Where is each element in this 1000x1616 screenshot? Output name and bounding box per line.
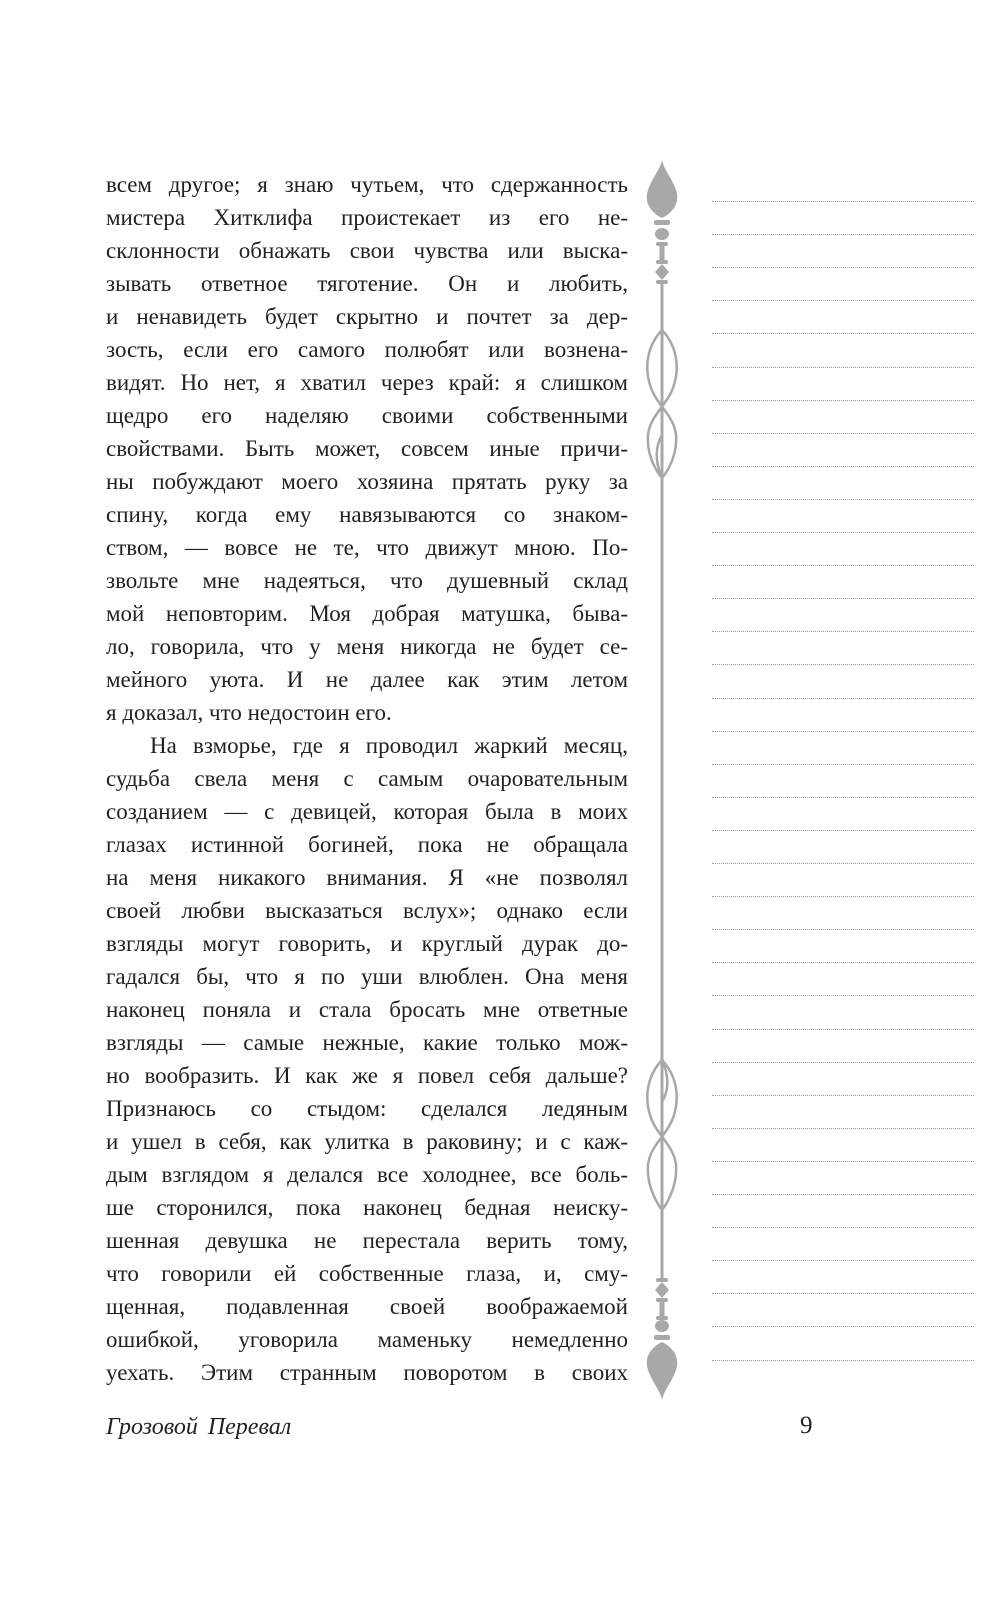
text-line: шенная девушка не перестала верить тому, [106, 1228, 628, 1253]
note-dotted-line [712, 1260, 974, 1261]
text-line: ны побуждают моего хозяина прятать руку за [106, 469, 628, 494]
note-dotted-line [712, 698, 974, 699]
text-line: ошибкой, уговорила маменьку немедленно [106, 1327, 628, 1352]
note-dotted-line [712, 234, 974, 235]
note-dotted-line [712, 863, 974, 864]
text-line: наконец поняла и стала бросать мне ответные [106, 997, 628, 1022]
text-line: что говорили ей собственные глаза, и, сму- [106, 1261, 628, 1286]
note-dotted-line [712, 400, 974, 401]
note-dotted-line [712, 1326, 974, 1327]
note-dotted-line [712, 532, 974, 533]
text-line: ше сторонился, пока наконец бедная неиску- [106, 1195, 628, 1220]
text-line: судьба свела меня с самым очаровательным [106, 766, 628, 791]
text-line: мой неповторим. Моя добрая матушка, быва- [106, 601, 628, 626]
note-dotted-line [712, 830, 974, 831]
vertical-filigree-ornament-icon [640, 160, 684, 1404]
note-dotted-line [712, 797, 974, 798]
note-dotted-line [712, 565, 974, 566]
text-line: спину, когда ему навязываются со знаком- [106, 502, 628, 527]
note-dotted-line [712, 929, 974, 930]
text-line: Признаюсь со стыдом: сделался ледяным [106, 1096, 628, 1121]
text-line: глазах истинной богиней, пока не обращала [106, 832, 628, 857]
text-line: видят. Но нет, я хватил через край: я слишком [106, 370, 628, 395]
text-line: зость, если его самого полюбят или вознена- [106, 337, 628, 362]
text-line: всем другое; я знаю чутьем, что сдержанность [106, 172, 628, 197]
note-dotted-line [712, 201, 974, 202]
note-dotted-line [712, 896, 974, 897]
note-dotted-line [712, 1227, 974, 1228]
text-line: мистера Хитклифа проистекает из его не- [106, 205, 628, 230]
note-dotted-line [712, 1095, 974, 1096]
note-dotted-line [712, 1161, 974, 1162]
note-dotted-line [712, 333, 974, 334]
text-line: На взморье, где я проводил жаркий месяц, [150, 733, 628, 758]
text-line: свойствами. Быть может, совсем иные причи- [106, 436, 628, 461]
note-dotted-line [712, 367, 974, 368]
text-line: дым взглядом я делался все холоднее, все боль- [106, 1162, 628, 1187]
note-dotted-line [712, 1062, 974, 1063]
text-line: взгляды могут говорить, и круглый дурак до- [106, 931, 628, 956]
text-line: звольте мне надеяться, что душевный склад [106, 568, 628, 593]
note-dotted-line [712, 267, 974, 268]
text-line: щенная, подавленная своей воображаемой [106, 1294, 628, 1319]
note-dotted-line [712, 1029, 974, 1030]
note-dotted-line [712, 731, 974, 732]
text-line: и ушел в себя, как улитка в раковину; и с каж- [106, 1129, 628, 1154]
page-number: 9 [800, 1412, 813, 1439]
note-dotted-line [712, 1194, 974, 1195]
note-dotted-line [712, 1128, 974, 1129]
note-dotted-line [712, 1360, 974, 1361]
note-dotted-line [712, 1293, 974, 1294]
note-dotted-line [712, 995, 974, 996]
text-line: своей любви высказаться вслух»; однако если [106, 898, 628, 923]
text-line: склонности обнажать свои чувства или выска- [106, 238, 628, 263]
text-line: я доказал, что недостоин его. [106, 700, 392, 725]
body-text [106, 168, 628, 1389]
text-line: мейного уюта. И не далее как этим летом [106, 667, 628, 692]
text-line: уехать. Этим странным поворотом в своих [106, 1360, 628, 1385]
note-dotted-line [712, 664, 974, 665]
paragraph-2 [106, 729, 628, 1389]
running-footer-title: Грозовой Перевал [106, 1414, 292, 1440]
text-line: щедро его наделяю своими собственными [106, 403, 628, 428]
note-dotted-line [712, 631, 974, 632]
text-line: но вообразить. И как же я повел себя дальше? [106, 1063, 628, 1088]
text-line: созданием — с девицей, которая была в моих [106, 799, 628, 824]
text-line: ло, говорила, что у меня никогда не будет се- [106, 634, 628, 659]
text-line: взгляды — самые нежные, какие только мож- [106, 1030, 628, 1055]
note-dotted-line [712, 962, 974, 963]
text-line: ством, — вовсе не те, что движут мною. По- [106, 535, 628, 560]
note-dotted-line [712, 466, 974, 467]
note-dotted-line [712, 300, 974, 301]
note-dotted-line [712, 764, 974, 765]
note-dotted-line [712, 499, 974, 500]
note-dotted-line [712, 433, 974, 434]
note-dotted-line [712, 598, 974, 599]
text-line: гадался бы, что я по уши влюблен. Она меня [106, 964, 628, 989]
text-line: и ненавидеть будет скрытно и почтет за дер- [106, 304, 628, 329]
text-line: зывать ответное тяготение. Он и любить, [106, 271, 628, 296]
paragraph-1 [106, 168, 628, 729]
text-line: на меня никакого внимания. Я «не позволял [106, 865, 628, 890]
